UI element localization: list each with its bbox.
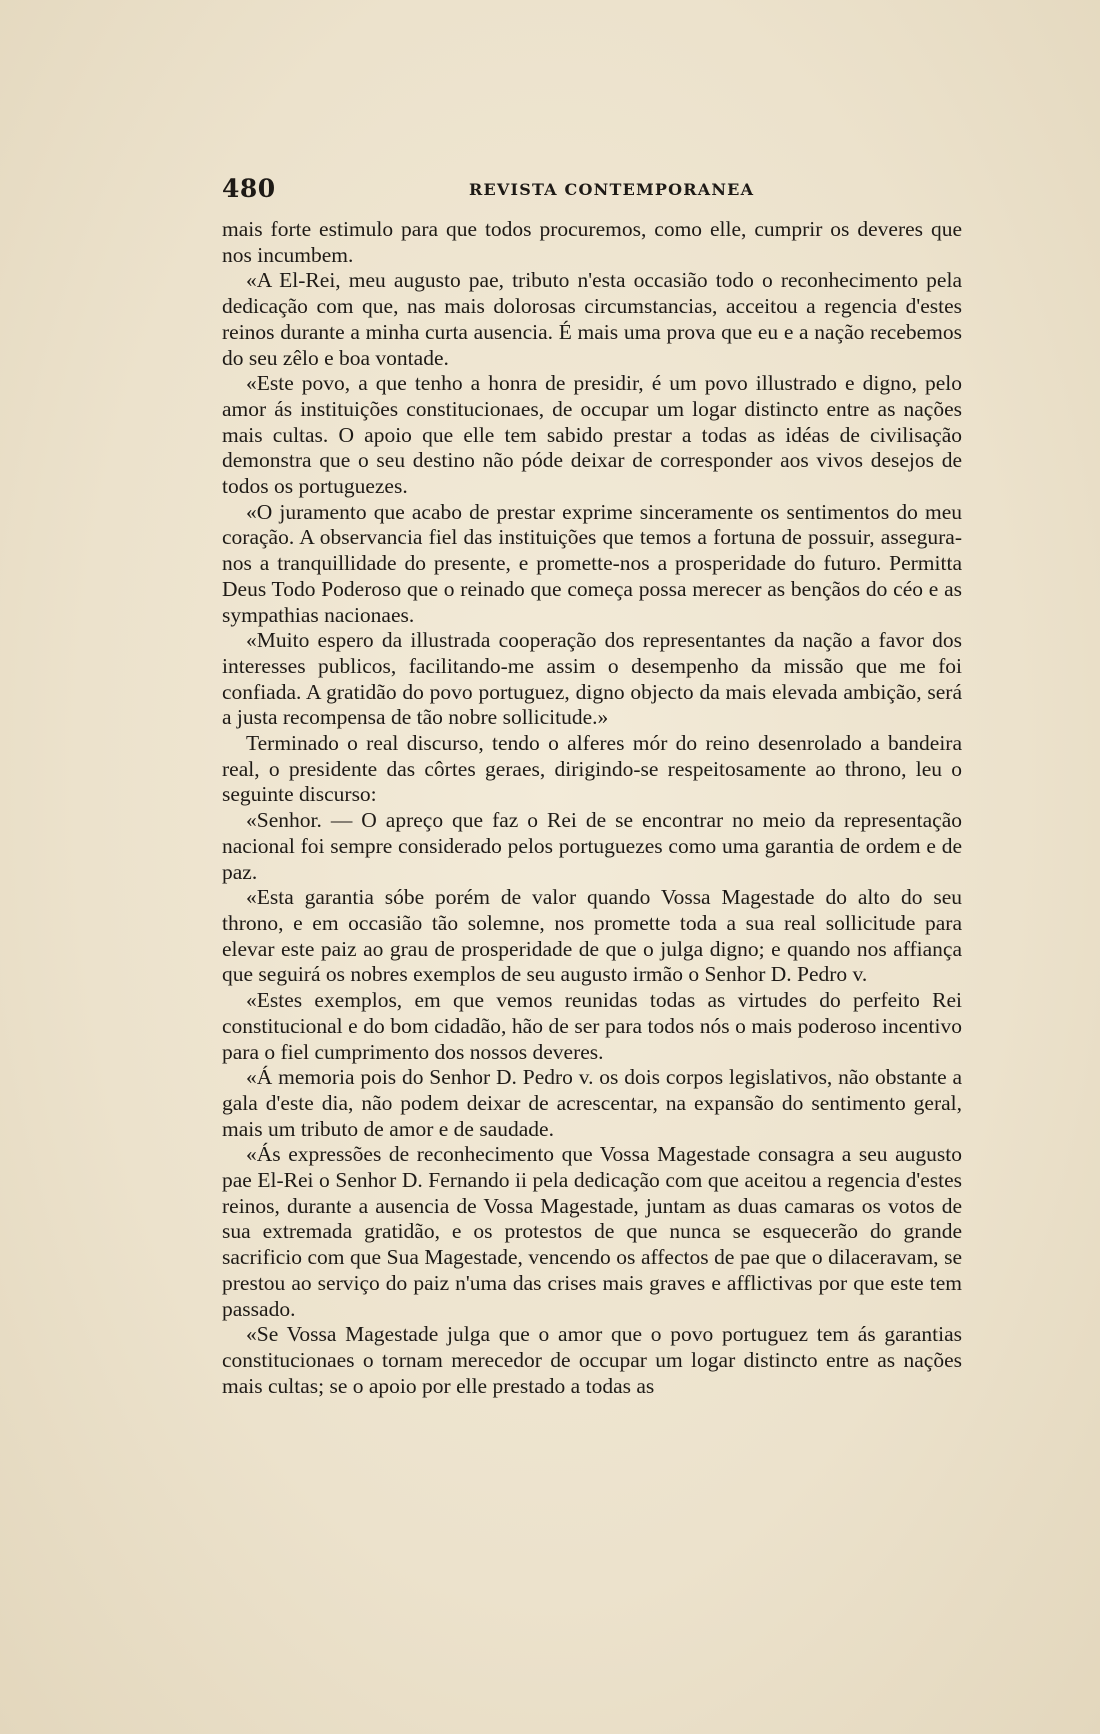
running-title: REVISTA CONTEMPORANEA: [469, 180, 755, 199]
paragraph: mais forte estimulo para que todos procuremos, como elle, cumprir os deveres que nos incumbem.: [222, 217, 962, 267]
paragraph: «Muito espero da illustrada cooperação dos representantes da nação a favor dos interesses publicos, facilitando-me assim o desempenho da missão que me foi confiada. A gratidão do povo portuguez, digno objecto da mais elevada ambição, será a justa recompensa de tão nobre sollicitude.»: [222, 628, 962, 730]
paragraph: «Se Vossa Magestade julga que o amor que o povo portuguez tem ás garantias constitucionaes o tornam merecedor de occupar um logar distincto entre as nações mais cultas; se o apoio por elle prestado a todas as: [222, 1322, 962, 1398]
paragraph: «Senhor. — O apreço que faz o Rei de se encontrar no meio da representação nacional foi sempre considerado pelos portuguezes como uma garantia de ordem e de paz.: [222, 808, 962, 884]
paragraph: «Este povo, a que tenho a honra de presidir, é um povo illustrado e digno, pelo amor ás instituições constitucionaes, de occupar um logar distincto entre as nações mais cultas. O apoio que elle tem sabido prestar a todas as idéas de civilisação demonstra que o seu destino não póde deixar de corresponder aos vivos desejos de todos os portuguezes.: [222, 371, 962, 499]
paragraph: «Á memoria pois do Senhor D. Pedro v. os dois corpos legislativos, não obstante a gala d'este dia, não podem deixar de acrescentar, na expansão do sentimento geral, mais um tributo de amor e de saudade.: [222, 1065, 962, 1141]
body-text: [222, 217, 962, 1399]
paragraph: «A El-Rei, meu augusto pae, tributo n'esta occasião todo o reconhecimento pela dedicação com que, nas mais dolorosas circumstancias, acceitou a regencia d'estes reinos durante a minha curta ausencia. É mais uma prova que eu e a nação recebemos do seu zêlo e boa vontade.: [222, 268, 962, 370]
paragraph: «Esta garantia sóbe porém de valor quando Vossa Magestade do alto do seu throno, e em occasião tão solemne, nos promette toda a sua real sollicitude para elevar este paiz ao grau de prosperidade de que o julga digno; e quando nos affiança que seguirá os nobres exemplos de seu augusto irmão o Senhor D. Pedro v.: [222, 885, 962, 987]
page-header: [222, 174, 962, 204]
paragraph: «Ás expressões de reconhecimento que Vossa Magestade consagra a seu augusto pae El-Rei o Senhor D. Fernando ii pela dedicação com que aceitou a regencia d'estes reinos, durante a ausencia de Vossa Magestade, juntam as duas camaras os votos de sua extremada gratidão, e os protestos de que nunca se esquecerão do grande sacrificio com que Sua Magestade, vencendo os affectos de pae que o dilaceravam, se prestou ao serviço do paiz n'uma das crises mais graves e afflictivas por que este tem passado.: [222, 1142, 962, 1321]
page-number: 480: [222, 174, 276, 203]
paragraph: «O juramento que acabo de prestar exprime sinceramente os sentimentos do meu coração. A observancia fiel das instituições que temos a fortuna de possuir, assegura-nos a tranquillidade do presente, e promette-nos a prosperidade do futuro. Permitta Deus Todo Poderoso que o reinado que começa possa merecer as bençãos do céo e as sympathias nacionaes.: [222, 499, 962, 627]
paragraph: Terminado o real discurso, tendo o alferes mór do reino desenrolado a bandeira real, o presidente das côrtes geraes, dirigindo-se respeitosamente ao throno, leu o seguinte discurso:: [222, 731, 962, 807]
paragraph: «Estes exemplos, em que vemos reunidas todas as virtudes do perfeito Rei constitucional e do bom cidadão, hão de ser para todos nós o mais poderoso incentivo para o fiel cumprimento dos nossos deveres.: [222, 988, 962, 1064]
